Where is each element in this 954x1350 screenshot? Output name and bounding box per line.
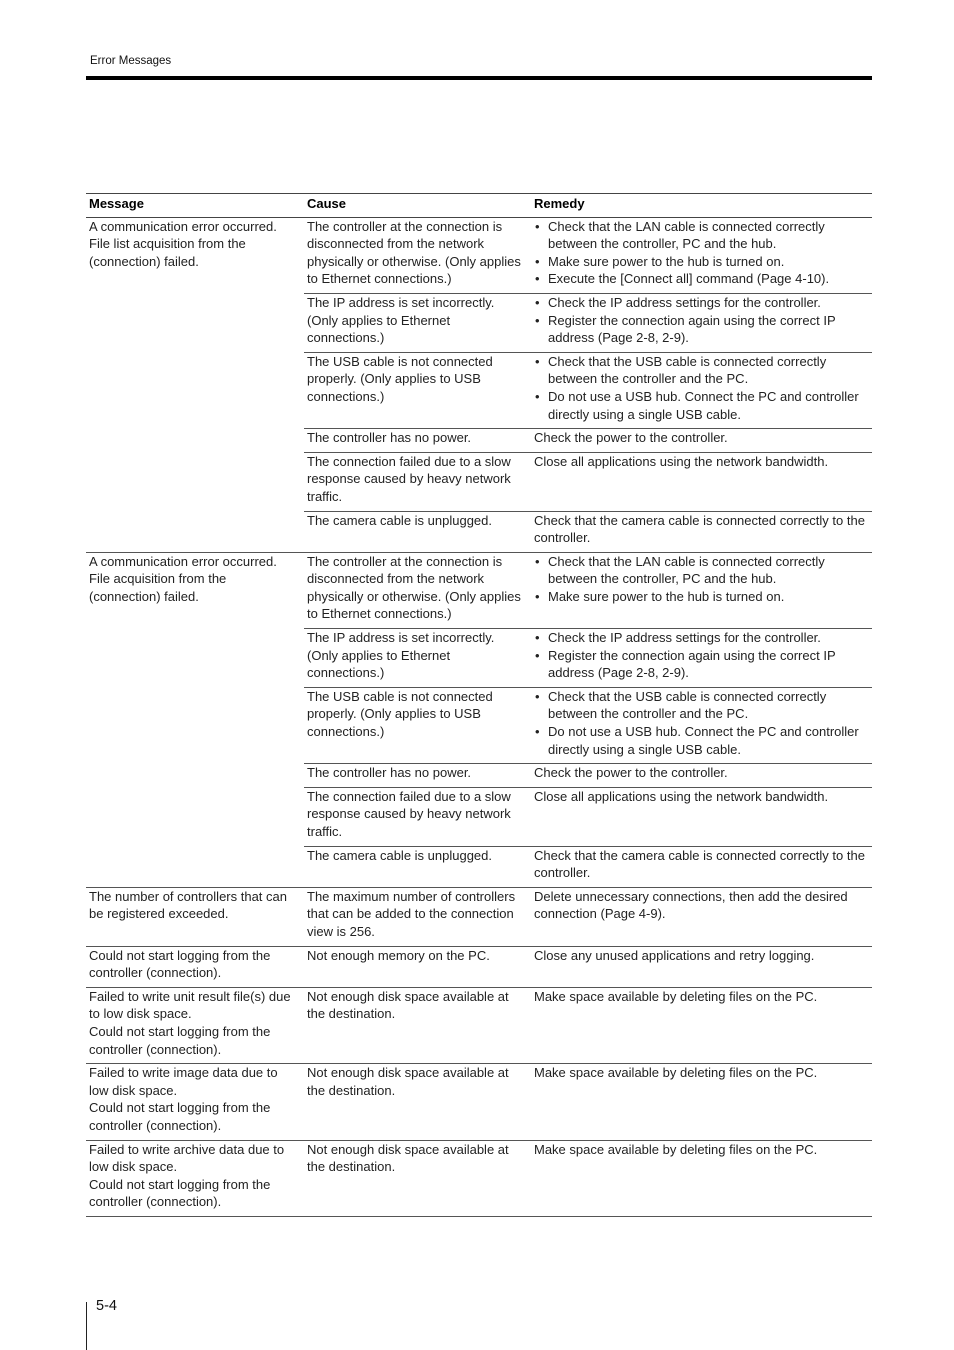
remedy-cell — [531, 217, 872, 293]
message-cell — [86, 1064, 304, 1140]
message-line: Failed to write image data due to low disk space. — [89, 1065, 278, 1098]
cause-cell: The USB cable is not connected properly. (Only applies to USB connections.) — [304, 687, 531, 763]
message-line: Could not start logging from the controller (connection). — [89, 1176, 271, 1210]
remedy-list-item: • Do not use a USB hub. Connect the PC and controller directly using a single USB cable. — [534, 388, 869, 423]
table-row — [86, 1064, 872, 1140]
remedy-cell — [531, 552, 872, 628]
remedy-list-item: • Make sure power to the hub is turned on. — [534, 588, 869, 606]
remedy-list — [534, 629, 869, 682]
cause-cell: The IP address is set incorrectly. (Only applies to Ethernet connections.) — [304, 293, 531, 352]
table-row — [86, 887, 872, 946]
cause-cell: The controller at the connection is disconnected from the network physically or otherwise. (Only applies to Ethernet connections.) — [304, 552, 531, 628]
remedy-cell: Check that the camera cable is connected correctly to the controller. — [531, 511, 872, 552]
message-line: Failed to write archive data due to low disk space. — [89, 1141, 285, 1175]
table-row — [86, 1140, 872, 1216]
remedy-cell — [531, 352, 872, 428]
page-number: 5-4 — [96, 1298, 117, 1314]
cause-cell: The connection failed due to a slow response caused by heavy network traffic. — [304, 452, 531, 511]
remedy-cell — [531, 687, 872, 763]
table-row — [86, 987, 872, 1063]
remedy-cell — [531, 629, 872, 688]
cause-cell: The IP address is set incorrectly. (Only applies to Ethernet connections.) — [304, 629, 531, 688]
remedy-cell: Check that the camera cable is connected correctly to the controller. — [531, 846, 872, 887]
table-body — [86, 217, 872, 1216]
remedy-list — [534, 353, 869, 423]
message-cell: The number of controllers that can be registered exceeded. — [86, 887, 304, 946]
remedy-cell: Close all applications using the network bandwidth. — [531, 787, 872, 846]
cause-cell: The controller has no power. — [304, 429, 531, 453]
table-row — [86, 552, 872, 628]
remedy-list-item: • Do not use a USB hub. Connect the PC and controller directly using a single USB cable. — [534, 723, 869, 758]
remedy-cell: Close any unused applications and retry logging. — [531, 946, 872, 987]
cause-cell: The camera cable is unplugged. — [304, 846, 531, 887]
remedy-cell: Check the power to the controller. — [531, 764, 872, 788]
remedy-list — [534, 688, 869, 758]
column-header-message: Message — [86, 194, 304, 218]
remedy-list-item: • Register the connection again using the correct IP address (Page 2-8, 2-9). — [534, 647, 869, 682]
table-row — [86, 946, 872, 987]
message-line: Failed to write unit result file(s) due to low disk space. — [89, 988, 291, 1022]
remedy-list-item: • Execute the [Connect all] command (Page 4-10). — [534, 270, 869, 288]
cause-cell: The connection failed due to a slow response caused by heavy network traffic. — [304, 787, 531, 846]
message-line: Could not start logging from the controller (connection). — [89, 1023, 271, 1057]
remedy-list-item: • Register the connection again using the correct IP address (Page 2-8, 2-9). — [534, 312, 869, 347]
remedy-list-item: • Check that the USB cable is connected correctly between the controller and the PC. — [534, 688, 869, 723]
remedy-cell: Make space available by deleting files on the PC. — [531, 1140, 872, 1216]
message-cell: Could not start logging from the controller (connection). — [86, 946, 304, 987]
page-margin-rule — [86, 1302, 87, 1350]
remedy-cell: Close all applications using the network bandwidth. — [531, 452, 872, 511]
cause-cell: Not enough memory on the PC. — [304, 946, 531, 987]
message-cell: A communication error occurred. File list acquisition from the (connection) failed. — [86, 217, 304, 552]
error-messages-table — [86, 193, 872, 1217]
section-header: Error Messages — [90, 55, 172, 67]
cause-cell: The camera cable is unplugged. — [304, 511, 531, 552]
remedy-list-item: • Check the IP address settings for the controller. — [534, 294, 869, 312]
table-row — [86, 217, 872, 293]
cause-cell: Not enough disk space available at the destination. — [304, 1140, 531, 1216]
remedy-cell: Make space available by deleting files on the PC. — [531, 1064, 872, 1140]
column-header-cause: Cause — [304, 194, 531, 218]
remedy-list-item: • Check that the LAN cable is connected correctly between the controller, PC and the hub. — [534, 553, 869, 588]
message-cell: A communication error occurred. File acquisition from the (connection) failed. — [86, 552, 304, 887]
remedy-list — [534, 294, 869, 347]
table-header-row — [86, 194, 872, 218]
remedy-list-item: • Check the IP address settings for the controller. — [534, 629, 869, 647]
cause-cell: The USB cable is not connected properly. (Only applies to USB connections.) — [304, 352, 531, 428]
remedy-cell: Make space available by deleting files on the PC. — [531, 987, 872, 1063]
remedy-list-item: • Check that the USB cable is connected correctly between the controller and the PC. — [534, 353, 869, 388]
column-header-remedy: Remedy — [531, 194, 872, 218]
message-line: Could not start logging from the controller (connection). — [89, 1100, 271, 1133]
remedy-list — [534, 218, 869, 288]
message-cell — [86, 987, 304, 1063]
cause-cell: The controller at the connection is disconnected from the network physically or otherwise. (Only applies to Ethernet connections.) — [304, 217, 531, 293]
cause-cell: The maximum number of controllers that can be added to the connection view is 256. — [304, 887, 531, 946]
cause-cell: The controller has no power. — [304, 764, 531, 788]
remedy-list-item: • Make sure power to the hub is turned on. — [534, 253, 869, 271]
header-rule — [86, 76, 872, 80]
remedy-cell: Check the power to the controller. — [531, 429, 872, 453]
cause-cell: Not enough disk space available at the destination. — [304, 987, 531, 1063]
remedy-cell: Delete unnecessary connections, then add the desired connection (Page 4-9). — [531, 887, 872, 946]
message-cell — [86, 1140, 304, 1216]
remedy-cell — [531, 293, 872, 352]
remedy-list-item: • Check that the LAN cable is connected correctly between the controller, PC and the hub. — [534, 218, 869, 253]
cause-cell: Not enough disk space available at the destination. — [304, 1064, 531, 1140]
remedy-list — [534, 553, 869, 606]
